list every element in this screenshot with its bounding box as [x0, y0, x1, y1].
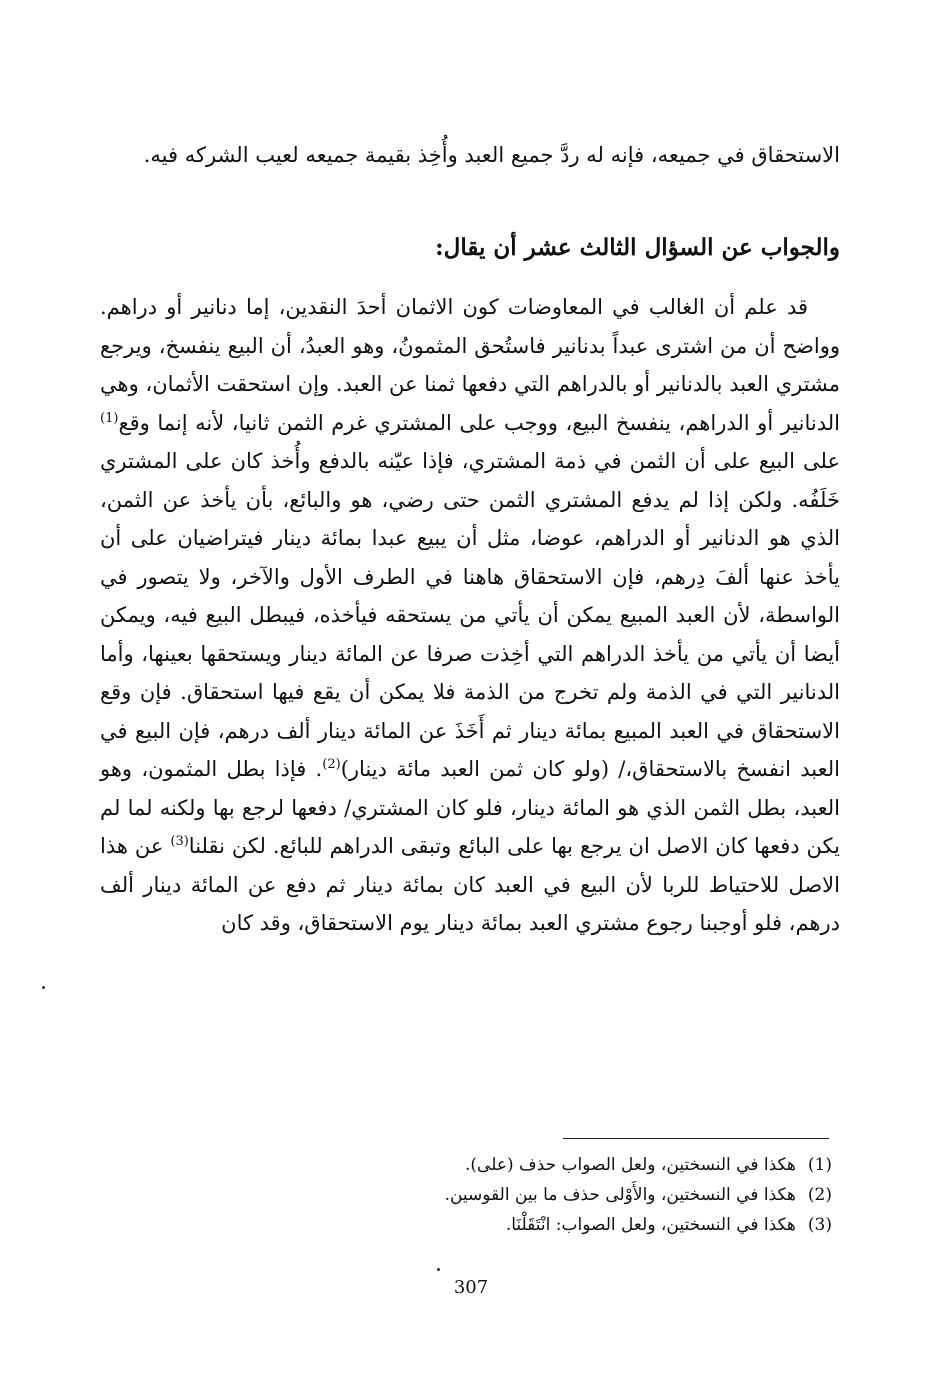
scan-speck: [437, 1268, 440, 1271]
paragraph-part-1: قد علم أن الغالب في المعاوضات كون الاثمان أحدَ النقدين، إما دنانير أو دراهم. وواضح أن من اشترى عبداً بدنانير فاستُحق المثمونُ، وهو العبدُ، أن البيع ينفسخ، ويرجع مشتري العبد بالدنانير أو بالدراهم التي دفعها ثمنا عن العبد. وإن استحقت الأثمان، وهي الدنانير أو الدراهم، ينفسخ البيع، ووجب على المشتري غرم الثمن ثانيا، لأنه إنما وقع: [100, 295, 840, 435]
footnote-text: هكذا في النسختين، والأَوْلى حذف ما بين القوسين.: [444, 1185, 796, 1205]
footnote-1: [100, 1150, 832, 1180]
section-heading: والجواب عن السؤال الثالث عشر أن يقال:: [435, 234, 840, 261]
footnote-ref-3: (3): [170, 834, 189, 849]
footnote-number: (3): [807, 1215, 832, 1235]
footnote-3: [100, 1210, 832, 1240]
page-number: 307: [453, 1277, 489, 1298]
paragraph-part-2: على البيع على أن الثمن في ذمة المشتري، فإذا عيّنه بالدفع وأُخذ كان على المشتري خَلَفُه. ولكن إذا لم يدفع المشتري الثمن حتى رضي، هو والبائع، بأن يأخذ عن الثمن، الذي هو الدنانير أو الدراهم، عوضا، مثل أن يبيع عبدا بمائة دينار فيتراضيان على أن يأخذ عنها ألفَ دِرهم، فإن الاستحقاق هاهنا في الطرف الأول والآخر، ولا يتصور في الواسطة، لأن العبد المبيع يمكن أن يأتي من يستحقه فيأخذه، فيبطل البيع فيه، ويمكن أيضا أن يأتي من يأخذ الدراهم التي أخِذت صرفا عن المائة دينار ويستحقها بعينها، وأما الدنانير التي في الذمة ولم تخرج من الذمة فلا يمكن أن يقع فيها استحقاق. فإن وقع الاستحقاق في العبد المبيع بمائة دينار ثم أَخَذَ عن المائة دينار ألف درهم، فإن البيع في العبد انفسخ بالاستحقاق،/ (ولو كان ثمن العبد مائة دينار): [100, 449, 840, 781]
footnote-divider: [563, 1138, 829, 1139]
footnotes: [100, 1150, 832, 1240]
footnote-text: هكذا في النسختين، ولعل الصواب: انْتَقَلْنَا.: [505, 1215, 796, 1235]
footnote-ref-1: (1): [100, 410, 119, 426]
footnote-ref-2: (2): [322, 757, 341, 772]
footnote-number: (1): [807, 1155, 832, 1175]
footnote-text: هكذا في النسختين، ولعل الصواب حذف (على).: [465, 1155, 796, 1175]
footnote-number: (2): [807, 1185, 832, 1205]
continuation-line: الاستحقاق في جميعه، فإنه له ردَّ جميع العبد وأُخِذ بقيمة جميعه لعيب الشركه فيه.: [143, 143, 840, 167]
paragraph-part-4: عن هذا الاصل للاحتياط للربا لأن البيع في العبد كان بمائة دينار ثم دفع عن المائة دينار ألف درهم، فلو أوجبنا رجوع مشتري العبد بمائة دينار يوم الاستحقاق، وقد كان: [100, 834, 840, 935]
footnote-2: [100, 1180, 832, 1210]
scan-speck: [42, 986, 45, 989]
main-paragraph: [100, 288, 840, 943]
paragraph-part-3: . فإذا بطل المثمون، وهو العبد، بطل الثمن الذي هو المائة دينار، فلو كان المشتري/ دفعها لرجع بها ولكنه لما لم يكن دفعها كان الاصل ان يرجع بها على البائع وتبقى الدراهم للبائع. لكن نقلنا: [100, 757, 840, 858]
